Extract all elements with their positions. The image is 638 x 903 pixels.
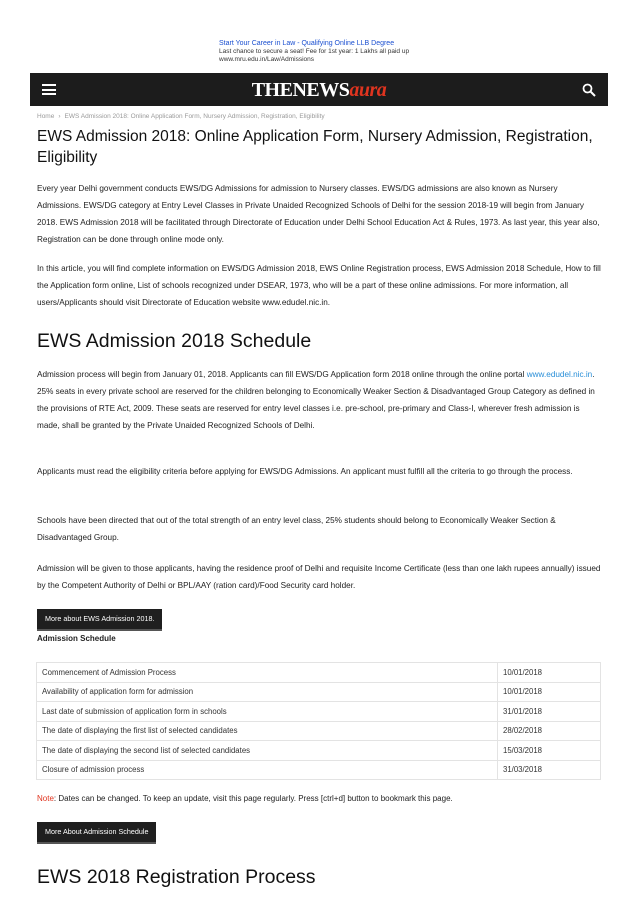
search-icon[interactable] [582, 83, 596, 97]
edudel-link[interactable]: www.edudel.nic.in [526, 370, 593, 379]
ad-headline-link[interactable]: Start Your Career in Law - Qualifying Online LLB Degree [219, 40, 395, 47]
breadcrumb-separator: › [58, 113, 61, 120]
breadcrumb [37, 113, 325, 120]
schedule-text-after-link: . 25% seats in every private school are reserved for the children belonging to Economically Weaker Section & Disadvantaged Group Category as defined in the provisions of RTE Act, 2009. These seats are reserved for entry level classes i.e. pre-school, pre-primary and Class-I, wherever fresh admission is made, shall be granted by the Private Unaided Recognized Schools of Delhi. [37, 370, 595, 430]
logo-text-news: THENEWS [251, 79, 350, 101]
table-caption: Admission Schedule [37, 634, 116, 643]
schedule-paragraph-3: Schools have been directed that out of the total strength of an entry level class, 25% students should belong to Economically Weaker Section & Disadvantaged Group. [37, 516, 556, 542]
event-cell: Availability of application form for admission [37, 682, 498, 702]
breadcrumb-home[interactable]: Home [37, 113, 55, 120]
more-about-schedule-button[interactable]: More About Admission Schedule [37, 822, 156, 844]
ad-description: Last chance to secure a seat! Fee for 1st year: 1 Lakhs all paid up [219, 48, 410, 55]
breadcrumb-current: EWS Admission 2018: Online Application Form, Nursery Admission, Registration, Eligibility [64, 113, 325, 120]
page-title: EWS Admission 2018: Online Application Form, Nursery Admission, Registration, Eligibility [37, 128, 593, 166]
date-cell: 31/01/2018 [498, 702, 601, 722]
intro-paragraph-1: Every year Delhi government conducts EWS/DG Admissions for admission to Nursery classes. EWS/DG admissions are also known as Nursery Admissions. EWS/DG category at Entry Level Classes in Private Unaided Recognized Schools of Delhi for the session 2018-19 will begin from January 2018. EWS Admission 2018 will be facilitated through Directorate of Education under Delhi School Education Act & Rules, 1973. As last year, this year also, Registration can be done through online mode only. [37, 184, 600, 244]
schedule-heading: EWS Admission 2018 Schedule [37, 330, 312, 352]
note-body: : Dates can be changed. To keep an update, visit this page regularly. Press [ctrl+d] button to bookmark this page. [53, 794, 453, 803]
schedule-paragraph-1 [37, 366, 603, 434]
date-cell: 10/01/2018 [498, 663, 601, 683]
schedule-text-before-link: Admission process will begin from January 01, 2018. Applicants can fill EWS/DG Application form 2018 online through the online portal [37, 370, 527, 379]
ad-url[interactable]: www.mru.edu.in/Law/Admissions [219, 56, 315, 63]
date-cell: 28/02/2018 [498, 721, 601, 741]
table-row [37, 663, 601, 683]
site-navbar [30, 73, 608, 106]
more-about-admission-button[interactable]: More about EWS Admission 2018. [37, 609, 162, 631]
event-cell: The date of displaying the first list of selected candidates [37, 721, 498, 741]
date-cell: 31/03/2018 [498, 760, 601, 780]
schedule-paragraph-2: Applicants must read the eligibility criteria before applying for EWS/DG Admissions. An applicant must fulfill all the criteria to go through the process. [37, 467, 573, 476]
sponsored-ad[interactable] [219, 40, 439, 64]
table-row [37, 760, 601, 780]
event-cell: The date of displaying the second list of selected candidates [37, 741, 498, 761]
logo-text-aura: aura [349, 79, 387, 101]
event-cell: Last date of submission of application form in schools [37, 702, 498, 722]
event-cell: Closure of admission process [37, 760, 498, 780]
schedule-paragraph-4: Admission will be given to those applicants, having the residence proof of Delhi and requisite Income Certificate (less than one lakh rupees annually) issued by the Competent Authority of Delhi or BPL/AAY (ration card)/Food Security card holder. [37, 564, 601, 590]
date-cell: 15/03/2018 [498, 741, 601, 761]
date-cell: 10/01/2018 [498, 682, 601, 702]
note-label: Note [37, 794, 54, 803]
admission-schedule-table [36, 662, 601, 780]
site-logo[interactable] [30, 79, 608, 102]
table-row [37, 682, 601, 702]
note-text [37, 794, 453, 803]
table-row [37, 741, 601, 761]
table-row [37, 721, 601, 741]
event-cell: Commencement of Admission Process [37, 663, 498, 683]
registration-heading: EWS 2018 Registration Process [37, 866, 316, 888]
intro-paragraph-2: In this article, you will find complete information on EWS/DG Admission 2018, EWS Online Registration process, EWS Admission 2018 Schedule, How to fill the Application form online, List of schools recognized under DSEAR, 1973, who will be a part of these online admissions. For more information, all users/Applicants should visit Directorate of Education website www.edudel.nic.in. [37, 264, 601, 307]
table-row [37, 702, 601, 722]
